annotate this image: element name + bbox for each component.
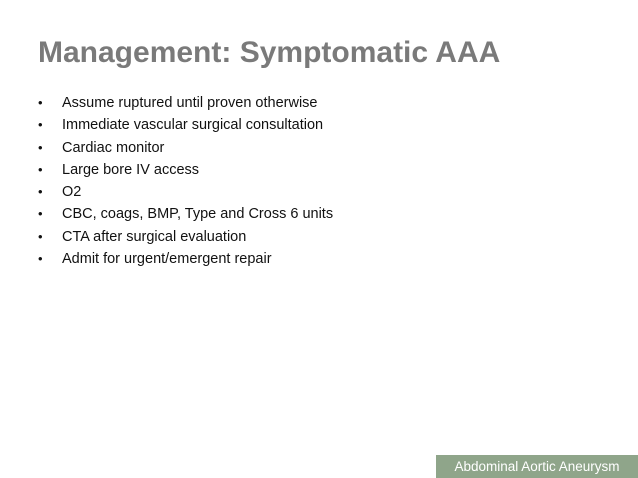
bullet-dot-icon: • [38,95,43,110]
bullet-dot-icon: • [38,228,43,244]
bullet-list [38,95,333,273]
footer-topic-label: Abdominal Aortic Aneurysm [436,455,638,478]
bullet-text: O2 [62,184,82,201]
list-item [38,229,333,251]
list-item [38,162,333,184]
bullet-text: CBC, coags, BMP, Type and Cross 6 units [62,206,334,223]
list-item [38,251,333,273]
bullet-dot-icon: • [38,251,43,267]
bullet-text: Cardiac monitor [62,139,165,156]
bullet-dot-icon: • [38,139,43,155]
bullet-text: CTA after surgical evaluation [62,228,247,245]
bullet-text: Immediate vascular surgical consultation [62,117,324,134]
list-item [38,140,333,162]
list-item [38,206,333,228]
bullet-dot-icon: • [38,184,43,200]
list-item [38,184,333,206]
bullet-text: Assume ruptured until proven otherwise [62,95,318,111]
slide-title: Management: Symptomatic AAA [38,36,501,69]
bullet-text: Large bore IV access [62,161,200,178]
bullet-dot-icon: • [38,117,43,133]
list-item [38,117,333,139]
bullet-text: Admit for urgent/emergent repair [62,251,272,268]
list-item [38,95,333,117]
bullet-dot-icon: • [38,206,43,222]
bullet-dot-icon: • [38,161,43,177]
